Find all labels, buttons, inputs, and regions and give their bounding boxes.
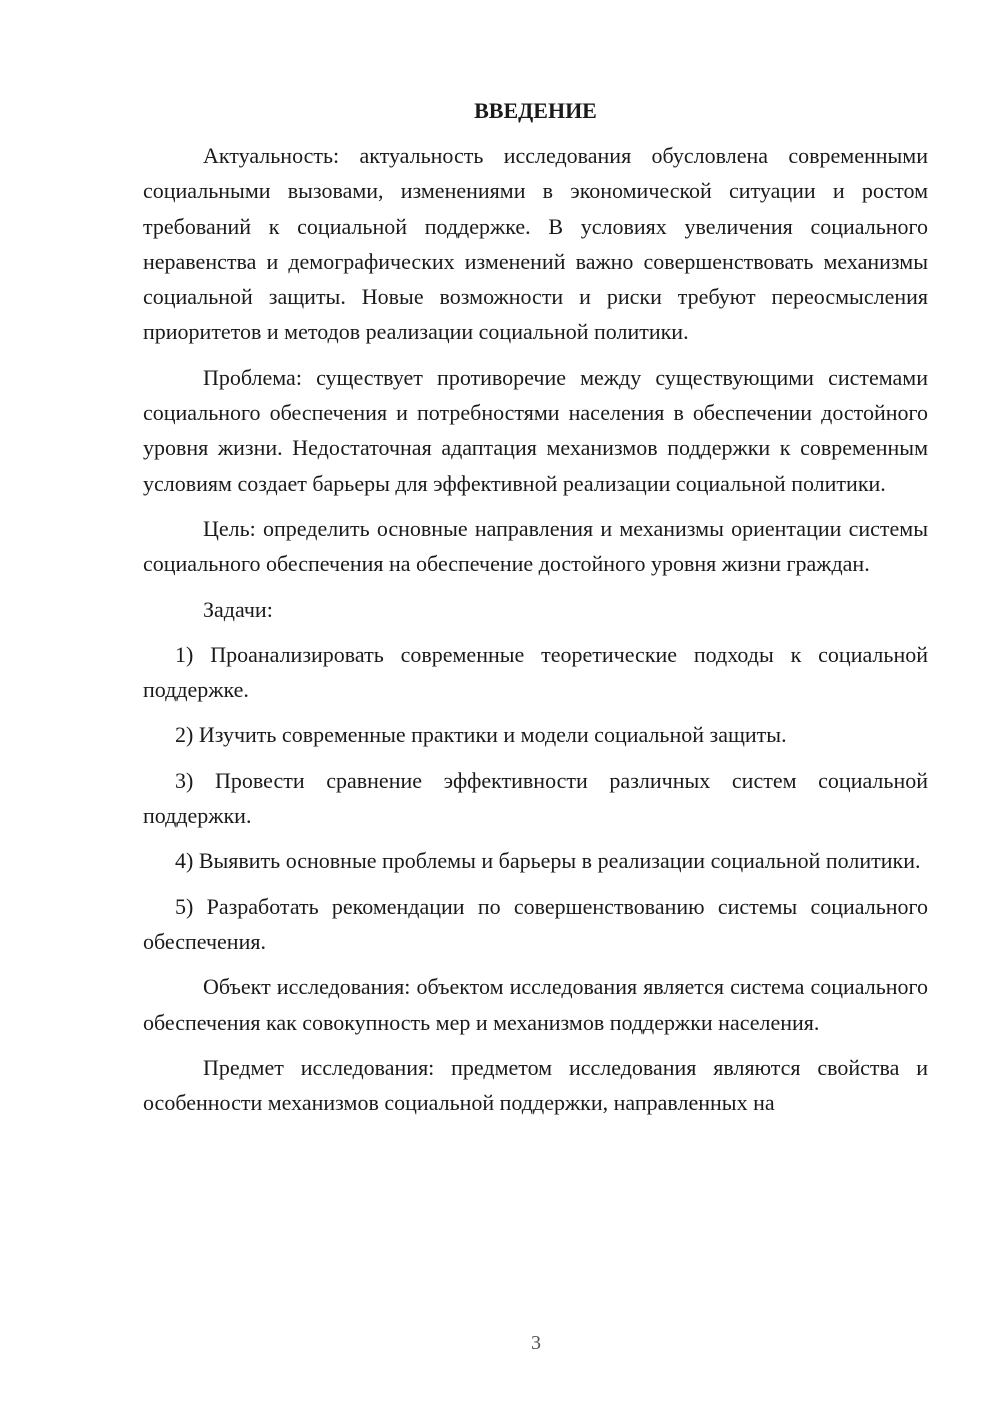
paragraph-subject: Предмет исследования: предметом исследования являются свойства и особенности механизмов социальной поддержки, направленных на bbox=[143, 1054, 928, 1116]
task-item-2: 2) Изучить современные практики и модели социальной защиты. bbox=[175, 722, 787, 748]
task-item-3: 3) Провести сравнение эффективности различных систем социальной поддержки. bbox=[143, 767, 928, 829]
page-number: 3 bbox=[531, 1332, 541, 1354]
section-title: ВВЕДЕНИЕ bbox=[474, 98, 597, 123]
paragraph-problem: Проблема: существует противоречие между существующими системами социального обеспечения и потребностями населения в обеспечении достойного уровня жизни. Недостаточная адаптация механизмов поддержки к современным условиям создает барьеры для эффективной реализации социальной политики. bbox=[143, 364, 928, 496]
tasks-heading: Задачи: bbox=[203, 596, 273, 622]
page-content bbox=[143, 94, 928, 1130]
task-item-4: 4) Выявить основные проблемы и барьеры в реализации социальной политики. bbox=[175, 848, 921, 874]
paragraph-object: Объект исследования: объектом исследования является система социального обеспечения как совокупность мер и механизмов поддержки населения. bbox=[143, 974, 928, 1035]
paragraph-relevance: Актуальность: актуальность исследования обусловлена современными социальными вызовами, изменениями в экономической ситуации и ростом требований к социальной поддержке. В условиях увеличения социального неравенства и демографических изменений важно совершенствовать механизмы социальной защиты. Новые возможности и риски требуют переосмысления приоритетов и методов реализации социальной политики. bbox=[143, 143, 928, 345]
task-item-5: 5) Разработать рекомендации по совершенствованию системы социального обеспечения. bbox=[143, 893, 928, 954]
paragraph-goal: Цель: определить основные направления и механизмы ориентации системы социального обеспечения на обеспечение достойного уровня жизни граждан. bbox=[143, 515, 928, 577]
task-item-1: 1) Проанализировать современные теоретические подходы к социальной поддержке. bbox=[143, 641, 928, 703]
